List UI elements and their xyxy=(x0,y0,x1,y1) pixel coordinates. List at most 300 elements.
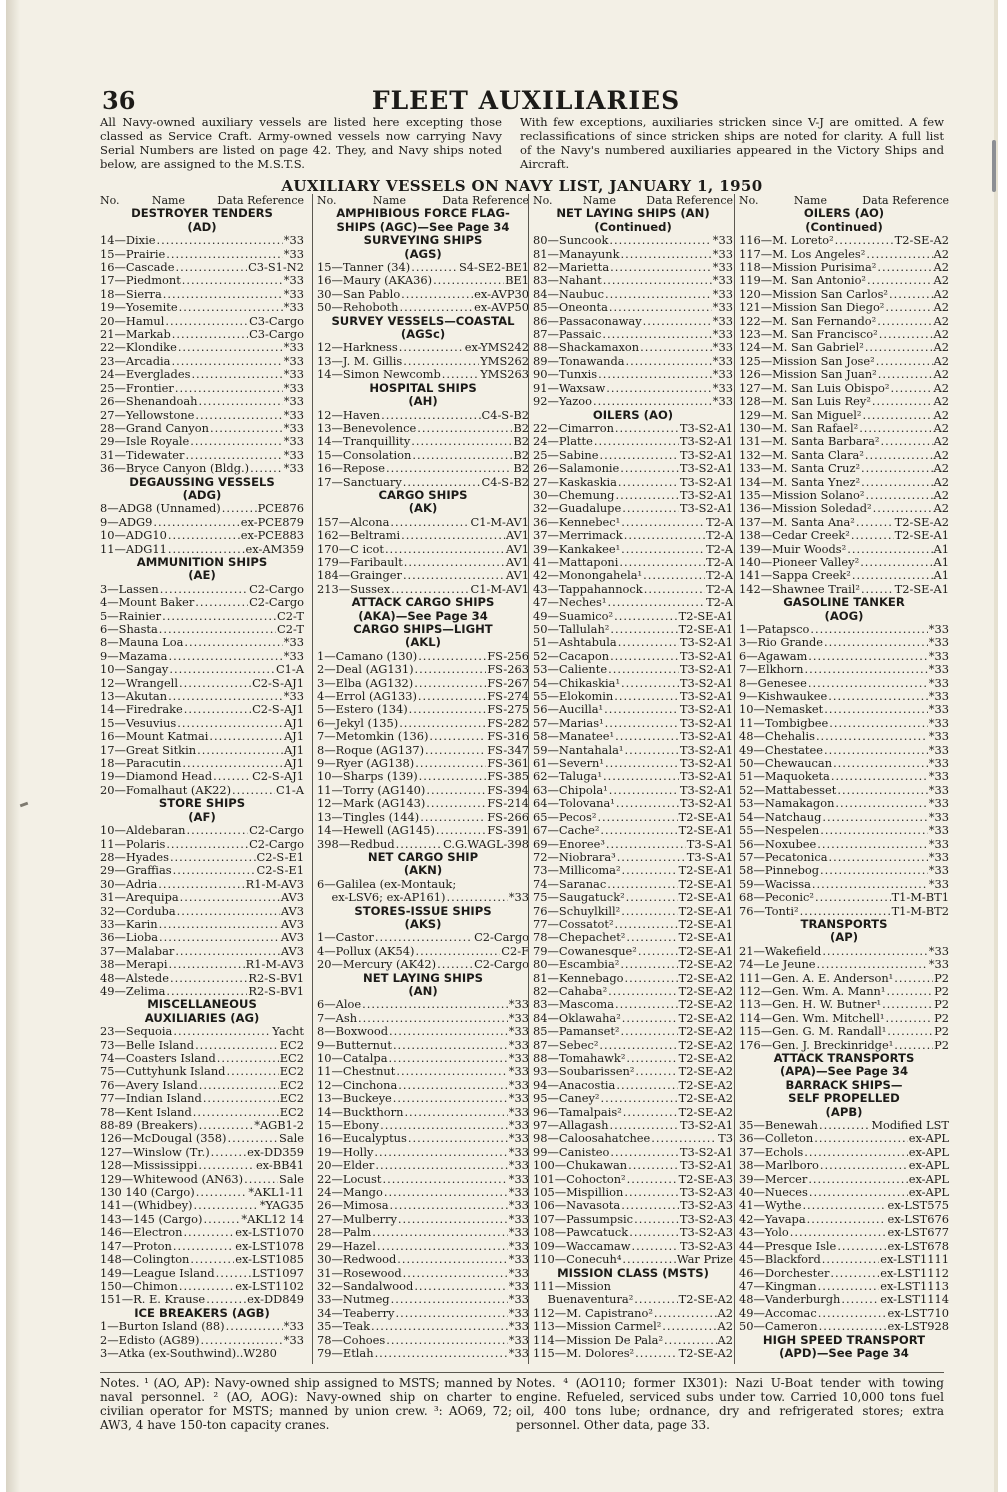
dot-leader xyxy=(196,1186,248,1199)
vessel-name: 14—Buckthorn xyxy=(317,1104,404,1119)
data-reference: T3-S2-A3 xyxy=(679,1185,733,1200)
vessel-entry xyxy=(317,931,529,944)
dot-leader xyxy=(398,1213,508,1226)
vessel-entry xyxy=(739,797,949,810)
vessel-entry xyxy=(100,730,304,743)
vessel-name: 118—Mission Purisima² xyxy=(739,260,877,275)
data-reference: A2 xyxy=(933,286,949,301)
vessel-entry xyxy=(739,905,949,918)
dot-leader xyxy=(861,476,932,489)
dot-leader xyxy=(861,462,932,475)
vessel-entry xyxy=(100,717,304,730)
dot-leader xyxy=(186,824,248,837)
vessel-name: 48—Vanderburgh xyxy=(739,1292,841,1307)
vessel-name: 99—Canisteo xyxy=(533,1144,610,1159)
vessel-entry xyxy=(317,409,529,422)
dot-leader xyxy=(609,784,679,797)
vessel-name: 73—Belle Island xyxy=(100,1037,195,1052)
dot-leader xyxy=(879,328,933,341)
vessel-name: 9—Mazama xyxy=(100,648,168,663)
vessel-entry xyxy=(533,569,733,582)
data-reference: ex-AVP50 xyxy=(474,300,529,315)
vessel-name: 31—Arequipa xyxy=(100,890,179,905)
dot-leader xyxy=(209,730,283,743)
vessel-name: 91—Waxsaw xyxy=(533,380,606,395)
vessel-name: 12—Mark (AG143) xyxy=(317,796,426,811)
vessel-name: 108—Pawcatuck xyxy=(533,1225,629,1240)
data-reference: PCE876 xyxy=(257,501,304,516)
column-header-label: No. xyxy=(100,194,120,207)
dot-leader xyxy=(802,1199,886,1212)
vessel-name: Buenaventura² xyxy=(533,1292,634,1307)
data-reference: A2 xyxy=(933,461,949,476)
vessel-name: 12—Harkness xyxy=(317,340,398,355)
data-reference: *33 xyxy=(283,420,304,435)
vessel-entry xyxy=(739,1012,949,1025)
vessel-name: 116—M. Loreto² xyxy=(739,233,834,248)
dot-leader xyxy=(403,569,505,582)
dot-leader xyxy=(418,690,486,703)
vessel-entry xyxy=(317,449,529,462)
data-reference: *33 xyxy=(928,756,949,771)
vessel-entry xyxy=(739,301,949,314)
category-heading: STORES-ISSUE SHIPS xyxy=(354,903,492,918)
category-heading: (AE) xyxy=(188,568,216,583)
vessel-entry xyxy=(739,864,949,877)
vessel-name: 11—Tombigbee xyxy=(739,715,829,730)
vessel-entry xyxy=(533,1159,733,1172)
vessel-name: 98—Caloosahatchee xyxy=(533,1131,651,1146)
vessel-entry xyxy=(533,811,733,824)
dot-leader xyxy=(808,1173,907,1186)
vessel-name: 15—Ebony xyxy=(317,1118,380,1133)
data-reference: Modified LST xyxy=(871,1118,949,1133)
vessel-name: 8—Roque (AG137) xyxy=(317,742,425,757)
data-reference: A2 xyxy=(717,1305,733,1320)
dot-leader xyxy=(403,355,479,368)
data-reference: AV3 xyxy=(280,890,304,905)
vessel-entry xyxy=(100,972,304,985)
vessel-name: 30—San Pablo xyxy=(317,286,401,301)
vessel-entry xyxy=(533,234,733,247)
data-reference: FS-361 xyxy=(487,756,529,771)
vessel-entry xyxy=(739,623,949,636)
category-heading: HOSPITAL SHIPS xyxy=(369,380,477,395)
dot-leader xyxy=(381,409,480,422)
vessel-entry xyxy=(100,502,304,515)
data-reference: ex-APL xyxy=(908,1131,949,1146)
dot-leader xyxy=(396,1307,508,1320)
category-heading: (AD) xyxy=(187,219,217,234)
vessel-name: 22—Locust xyxy=(317,1171,382,1186)
dot-leader xyxy=(889,288,933,301)
dot-leader xyxy=(820,864,928,877)
dot-leader xyxy=(415,945,500,958)
dot-leader xyxy=(391,1293,508,1306)
data-reference: ex-LST1102 xyxy=(235,1278,304,1293)
dot-leader xyxy=(609,1119,678,1132)
vessel-name: 3—Lassen xyxy=(100,581,159,596)
vessel-entry xyxy=(317,341,529,354)
vessel-name: 134—M. Santa Ynez² xyxy=(739,474,861,489)
vessel-entry xyxy=(533,1173,733,1186)
vessel-entry xyxy=(739,341,949,354)
vessel-name: 49—Zelima xyxy=(100,983,166,998)
data-reference: EC2 xyxy=(279,1037,304,1052)
vessel-name: 80—Escambia² xyxy=(533,957,620,972)
vessel-entry xyxy=(533,489,733,502)
vessel-entry xyxy=(100,1199,304,1212)
dot-leader xyxy=(605,757,679,770)
vessel-name: 128—M. San Luis Rey² xyxy=(739,394,871,409)
data-reference: FS-275 xyxy=(487,702,529,717)
vessel-entry xyxy=(533,824,733,837)
data-reference: S4-SE2-BE1 xyxy=(458,260,529,275)
vessel-entry xyxy=(739,382,949,395)
vessel-entry xyxy=(100,623,304,636)
vessel-name: 10—Catalpa xyxy=(317,1051,388,1065)
category-heading: SURVEYING SHIPS xyxy=(363,233,483,248)
vessel-entry xyxy=(739,663,949,676)
data-reference: ex-LST1078 xyxy=(235,1238,304,1253)
vessel-entry xyxy=(100,1334,304,1347)
vessel-name: 74—Le Jeune xyxy=(739,957,816,972)
dot-leader xyxy=(168,690,283,703)
data-reference: A2 xyxy=(933,327,949,342)
vessel-name: 59—Nantahala¹ xyxy=(533,742,624,757)
category-heading: (AH) xyxy=(408,394,438,409)
data-reference: *33 xyxy=(508,1091,529,1106)
data-reference: T3-S2-A1 xyxy=(679,756,733,771)
data-reference: T2-SE-A2 xyxy=(678,1051,733,1065)
vessel-name: 11—Chestnut xyxy=(317,1064,396,1079)
data-reference: T2-SE-A1 xyxy=(678,823,733,838)
dot-leader xyxy=(618,636,679,649)
vessel-entry xyxy=(533,248,733,261)
category-heading: (AGSc) xyxy=(400,327,446,342)
dot-leader xyxy=(178,341,283,354)
data-reference: T3-S2-A3 xyxy=(679,1238,733,1253)
data-reference: A2 xyxy=(933,246,949,261)
data-reference: *33 xyxy=(283,1332,304,1347)
dot-leader xyxy=(654,1307,717,1320)
vessel-name: 83—Mascoma xyxy=(533,997,615,1012)
dot-leader xyxy=(651,1132,717,1145)
dot-leader xyxy=(386,1334,508,1347)
data-reference: T3-S2-A1 xyxy=(679,1158,733,1173)
dot-leader xyxy=(411,261,458,274)
dot-leader xyxy=(833,757,928,770)
vessel-name: 87—Sebec² xyxy=(533,1037,599,1052)
dot-leader xyxy=(634,1293,677,1306)
category-heading: ATTACK CARGO SHIPS xyxy=(351,595,495,610)
data-reference: T3-S2-A3 xyxy=(679,1198,733,1213)
column-header xyxy=(100,194,304,207)
vessel-entry xyxy=(317,422,529,435)
data-reference: A2 xyxy=(717,1332,733,1347)
data-reference: *33 xyxy=(928,648,949,663)
data-reference: EC2 xyxy=(279,1064,304,1079)
vessel-entry xyxy=(100,234,304,247)
vessel-entry xyxy=(533,905,733,918)
vessel-entry xyxy=(100,596,304,609)
dot-leader xyxy=(177,717,283,730)
vessel-name: 130 140 (Cargo) xyxy=(100,1185,195,1200)
vessel-entry xyxy=(739,449,949,462)
vessel-name: 19—Diamond Head xyxy=(100,769,213,784)
vessel-entry xyxy=(739,248,949,261)
vessel-name: 43—Tappahannock xyxy=(533,581,643,596)
data-reference: LST1097 xyxy=(252,1265,304,1280)
vessel-name: 143—145 (Cargo) xyxy=(100,1211,203,1226)
dot-leader xyxy=(824,703,928,716)
vessel-entry xyxy=(533,1079,733,1092)
vessel-name: 76—Avery Island xyxy=(100,1077,198,1092)
vessel-name: 20—Elder xyxy=(317,1158,375,1173)
data-reference: FS-282 xyxy=(487,715,529,730)
data-reference: *33 xyxy=(712,300,733,315)
vessel-name: 87—Passaic xyxy=(533,327,602,342)
footnotes-left: Notes. ¹ (AO, AP): Navy-owned ship assigned to MSTS; manned by naval personnel. ² (AO, AOG): Navy-owned ship on charter to civilian operator for MSTS; manned by union crew. ³: AO69, 72; AW3, 4 have 150-ton capacity cranes. xyxy=(100,1376,512,1432)
data-reference: AJ1 xyxy=(283,742,304,757)
vessel-name: 18—Paracutin xyxy=(100,756,182,771)
data-reference: T1-M-BT2 xyxy=(891,903,949,918)
data-reference: T3-S2-A1 xyxy=(679,635,733,650)
dot-leader xyxy=(386,462,512,475)
vessel-entry xyxy=(100,261,304,274)
data-reference: C2-S-E1 xyxy=(256,849,304,864)
vessel-name: 9—Butternut xyxy=(317,1037,392,1052)
dot-leader xyxy=(415,757,486,770)
dot-leader xyxy=(617,851,686,864)
vessel-name: 106—Navasota xyxy=(533,1198,621,1213)
data-reference: *33 xyxy=(508,1024,529,1039)
dot-leader xyxy=(616,797,679,810)
data-reference: ex-LST1112 xyxy=(880,1265,949,1280)
vessel-name: 36—Colleton xyxy=(739,1131,814,1146)
page-title: FLEET AUXILIARIES xyxy=(371,86,681,115)
data-reference: A2 xyxy=(933,353,949,368)
dot-leader xyxy=(226,1320,283,1333)
vessel-entry xyxy=(317,529,529,542)
dot-leader xyxy=(179,1280,234,1293)
dot-leader xyxy=(426,784,486,797)
dot-leader xyxy=(182,274,283,287)
vessel-name: 49—Accomac xyxy=(739,1305,817,1320)
vessel-name: 16—Repose xyxy=(317,461,385,476)
vessel-entry xyxy=(533,1052,733,1065)
data-reference: FS-267 xyxy=(487,675,529,690)
vessel-entry xyxy=(739,502,949,515)
data-reference: P2 xyxy=(934,1037,949,1052)
dot-leader xyxy=(643,315,712,328)
dot-leader xyxy=(822,1253,879,1266)
vessel-entry xyxy=(533,1186,733,1199)
vessel-entry xyxy=(100,1106,304,1119)
dot-leader xyxy=(623,1106,678,1119)
data-reference: AV3 xyxy=(280,903,304,918)
data-reference: *33 xyxy=(508,1198,529,1213)
data-reference: *33 xyxy=(508,1265,529,1280)
vessel-entry xyxy=(317,797,529,810)
data-reference: *33 xyxy=(928,769,949,784)
data-reference: T3-S2-A1 xyxy=(679,729,733,744)
vessel-entry xyxy=(739,998,949,1011)
vessel-name: 35—Benewah xyxy=(739,1118,818,1133)
vessel-entry xyxy=(533,931,733,944)
dot-leader xyxy=(856,516,894,529)
data-reference: FS-263 xyxy=(487,662,529,677)
data-reference: *33 xyxy=(283,461,304,476)
dot-leader xyxy=(615,489,678,502)
vessel-name: 29—Isle Royale xyxy=(100,434,190,449)
vessel-entry xyxy=(533,851,733,864)
vessel-entry xyxy=(533,288,733,301)
data-reference: YMS262 xyxy=(480,353,529,368)
dot-leader xyxy=(201,1334,283,1347)
dot-leader xyxy=(446,891,507,904)
dot-leader xyxy=(203,1213,240,1226)
dot-leader xyxy=(885,301,932,314)
vessel-name: 30—Chemung xyxy=(533,487,615,502)
vessel-name: 4—Errol (AG133) xyxy=(317,689,417,704)
vessel-name: 141—Sappa Creek² xyxy=(739,568,851,583)
data-reference: *33 xyxy=(508,1064,529,1079)
dot-leader xyxy=(629,1226,679,1239)
vessel-entry xyxy=(533,1065,733,1078)
vessel-entry xyxy=(533,1119,733,1132)
dot-leader xyxy=(433,274,504,287)
vessel-name: 45—Blackford xyxy=(739,1252,821,1267)
data-reference: *33 xyxy=(283,233,304,248)
data-reference: T3-S2-A1 xyxy=(679,501,733,516)
vessel-name: 41—Mattaponi xyxy=(533,554,619,569)
data-reference: ex-AM359 xyxy=(245,541,304,556)
dot-leader xyxy=(390,1199,508,1212)
vessel-entry xyxy=(533,1199,733,1212)
vessel-name: 113—Mission Carmel² xyxy=(533,1319,662,1334)
vessel-name: 53—Caliente xyxy=(533,662,608,677)
data-reference: ex-LST928 xyxy=(887,1319,949,1334)
vessel-name: 138—Cedar Creek² xyxy=(739,528,850,543)
column-header xyxy=(533,194,733,207)
data-reference: *33 xyxy=(508,1211,529,1226)
vessel-name: 8—Boxwood xyxy=(317,1024,389,1039)
vessel-entry xyxy=(533,355,733,368)
data-reference: AJ1 xyxy=(283,756,304,771)
data-reference: ex-APL xyxy=(908,1144,949,1159)
data-reference: *33 xyxy=(508,1118,529,1133)
vessel-entry xyxy=(317,1025,529,1038)
vessel-column-3 xyxy=(528,194,733,1364)
dot-leader xyxy=(182,757,283,770)
vessel-entry xyxy=(739,811,949,824)
vessel-name: 27—Kaskaskia xyxy=(533,474,617,489)
data-reference: T2-A xyxy=(706,581,733,596)
data-reference: T2-SE-A3 xyxy=(678,1171,733,1186)
vessel-name: 123—M. San Francisco² xyxy=(739,327,878,342)
vessel-entry xyxy=(533,1307,733,1320)
vessel-entry xyxy=(739,1173,949,1186)
vessel-name: 40—Nueces xyxy=(739,1185,808,1200)
column-header-label: No. xyxy=(533,194,553,207)
data-reference: ex-APL xyxy=(908,1185,949,1200)
vessel-entry xyxy=(739,1253,949,1266)
vessel-entry xyxy=(739,261,949,274)
vessel-name: 78—Kent Island xyxy=(100,1104,192,1119)
vessel-name: 90—Tunxis xyxy=(533,367,598,382)
data-reference: ex-DD849 xyxy=(247,1292,304,1307)
vessel-entry xyxy=(317,1334,529,1347)
dot-leader xyxy=(837,784,927,797)
vessel-name: 44—Presque Isle xyxy=(739,1238,837,1253)
vessel-entry xyxy=(739,1240,949,1253)
data-reference: T3-S2-A1 xyxy=(679,434,733,449)
data-reference: *33 xyxy=(283,286,304,301)
vessel-name: 398—Redbud xyxy=(317,836,395,851)
dot-leader xyxy=(626,1052,677,1065)
dot-leader xyxy=(810,623,927,636)
vessel-name: 39—Mercer xyxy=(739,1171,808,1186)
vessel-name: 97—Allagash xyxy=(533,1118,609,1133)
data-reference: *33 xyxy=(508,1225,529,1240)
vessel-entry xyxy=(100,918,304,931)
dot-leader xyxy=(621,516,705,529)
vessel-entry xyxy=(100,690,304,703)
data-reference: *33 xyxy=(928,849,949,864)
vessel-name: 7—Metomkin (136) xyxy=(317,729,429,744)
data-reference: *33 xyxy=(712,246,733,261)
dot-leader xyxy=(800,905,891,918)
dot-leader xyxy=(814,1132,907,1145)
category-heading: SELF PROPELLED xyxy=(788,1091,900,1106)
vessel-name: 42—Monongahela¹ xyxy=(533,568,643,583)
vessel-entry xyxy=(739,543,949,556)
vessel-name: 41—Wythe xyxy=(739,1198,802,1213)
category-heading: (AK) xyxy=(408,501,438,516)
dot-leader xyxy=(624,1186,679,1199)
vessel-name: 100—Chukawan xyxy=(533,1158,628,1173)
vessel-name: 84—Oklawaha² xyxy=(533,1010,621,1025)
vessel-entry xyxy=(739,1226,949,1239)
data-reference: ex-LST677 xyxy=(887,1225,949,1240)
vessel-name: 78—Cohoes xyxy=(317,1332,386,1347)
vessel-name: 131—M. Santa Barbara² xyxy=(739,434,880,449)
vessel-name: 9—Ryer (AG138) xyxy=(317,756,415,771)
vessel-entry xyxy=(317,1213,529,1226)
vessel-entry xyxy=(317,476,529,489)
vessel-name: 162—Beltrami xyxy=(317,528,401,543)
data-reference: ex-BB41 xyxy=(255,1158,304,1173)
data-reference: *33 xyxy=(283,380,304,395)
vessel-name: 15—Vesuvius xyxy=(100,715,177,730)
dot-leader xyxy=(403,1267,508,1280)
dot-leader xyxy=(615,998,678,1011)
dot-leader xyxy=(371,1320,508,1333)
vessel-name: 130—M. San Rafael² xyxy=(739,420,859,435)
dot-leader xyxy=(860,556,932,569)
vessel-name: 140—Pioneer Valley² xyxy=(739,554,860,569)
data-reference: T2-A xyxy=(706,514,733,529)
vessel-name: 39—Kankakee¹ xyxy=(533,541,621,556)
vessel-name: 28—Grand Canyon xyxy=(100,420,209,435)
category-heading: BARRACK SHIPS— xyxy=(785,1077,903,1092)
dot-leader xyxy=(199,395,283,408)
vessel-entry xyxy=(739,770,949,783)
dot-leader xyxy=(808,677,928,690)
data-reference: ex-LST1113 xyxy=(880,1278,949,1293)
dot-leader xyxy=(173,1025,271,1038)
